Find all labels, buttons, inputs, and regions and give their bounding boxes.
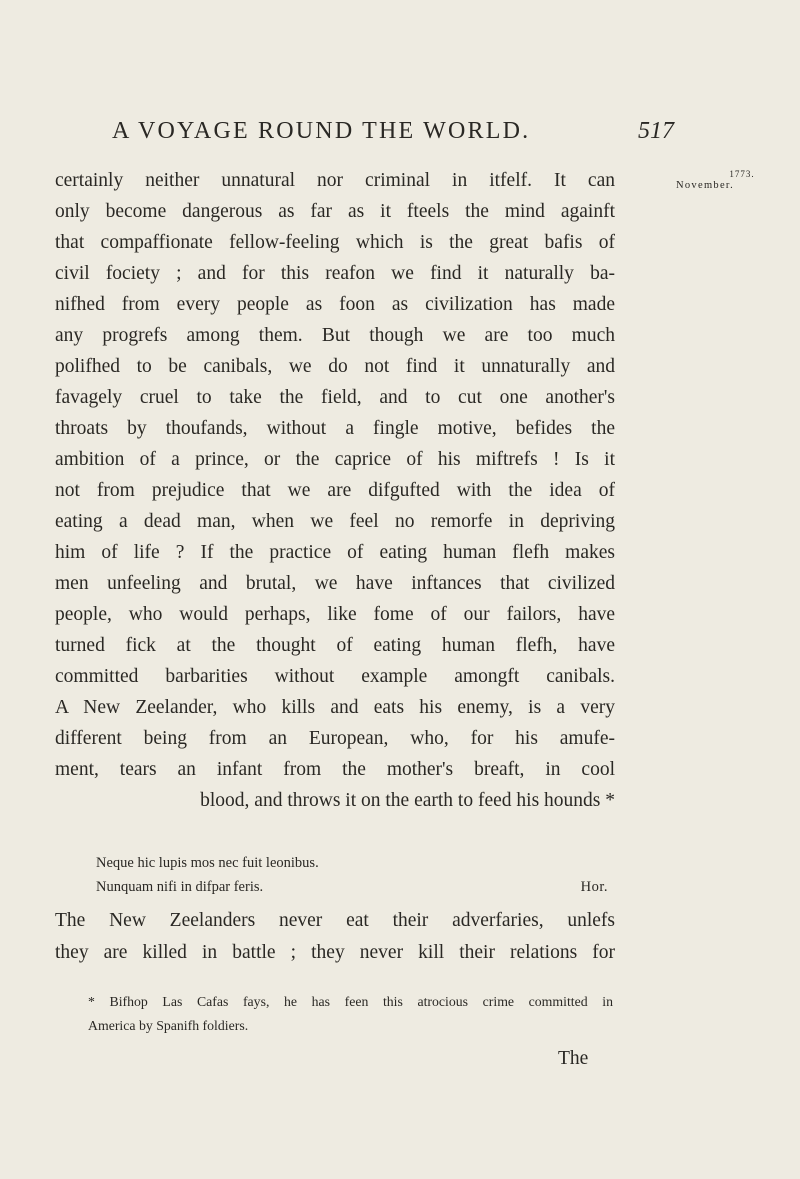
- text-line: not from prejudice that we are difgufted with the idea of: [55, 480, 615, 501]
- footnote-line: * Bifhop Las Cafas fays, he has feen this atrocious crime committed in: [88, 994, 613, 1009]
- text-line: different being from an European, who, for his amufe-: [55, 728, 615, 749]
- quote-attribution: Hor.: [580, 879, 608, 895]
- text-line: any progrefs among them. But though we are too much: [55, 325, 615, 346]
- main-paragraph: [55, 165, 615, 816]
- margin-note-month: November.: [676, 180, 735, 191]
- text-line: ment, tears an infant from the mother's breaft, in cool: [55, 759, 615, 780]
- margin-note-year: 1773.: [729, 169, 755, 179]
- continuation-paragraph: [55, 905, 615, 969]
- text-line: eating a dead man, when we feel no remorfe in depriving: [55, 511, 615, 532]
- text-line: civil fociety ; and for this reafon we find it naturally ba-: [55, 263, 615, 284]
- text-line: people, who would perhaps, like fome of our failors, have: [55, 604, 615, 625]
- text-line: men unfeeling and brutal, we have inftances that civilized: [55, 573, 615, 594]
- text-line: A New Zeelander, who kills and eats his enemy, is a very: [55, 697, 615, 718]
- page-number: 517: [638, 118, 674, 144]
- text-line: ambition of a prince, or the caprice of his miftrefs ! Is it: [55, 449, 615, 470]
- text-line: only become dangerous as far as it fteels the mind againft: [55, 201, 615, 222]
- text-line: committed barbarities without example amongft canibals.: [55, 666, 615, 687]
- text-line: him of life ? If the practice of eating human flefh makes: [55, 542, 615, 563]
- text-line: favagely cruel to take the field, and to cut one another's: [55, 387, 615, 408]
- text-line: certainly neither unnatural nor criminal in itfelf. It can: [55, 170, 615, 191]
- footnote: [88, 990, 613, 1038]
- latin-quote-line-1: Neque hic lupis mos nec fuit leonibus.: [96, 855, 319, 871]
- catchword: The: [558, 1048, 589, 1069]
- text-line: they are killed in battle ; they never kill their relations for: [55, 942, 615, 963]
- text-line: The New Zeelanders never eat their adverfaries, unlefs: [55, 910, 615, 931]
- text-line: polifhed to be canibals, we do not find it unnaturally and: [55, 356, 615, 377]
- text-line: blood, and throws it on the earth to feed his hounds *: [200, 790, 615, 811]
- running-title: A VOYAGE ROUND THE WORLD.: [112, 118, 531, 144]
- latin-quote-text: Nunquam nifi in difpar feris.: [96, 879, 264, 895]
- text-line: that compaffionate fellow-feeling which is the great bafis of: [55, 232, 615, 253]
- footnote-line: America by Spanifh foldiers.: [88, 1018, 249, 1033]
- latin-quote-line-2: [96, 879, 608, 896]
- text-line: turned fick at the thought of eating human flefh, have: [55, 635, 615, 656]
- text-line: throats by thoufands, without a fingle motive, befides the: [55, 418, 615, 439]
- text-line: nifhed from every people as foon as civilization has made: [55, 294, 615, 315]
